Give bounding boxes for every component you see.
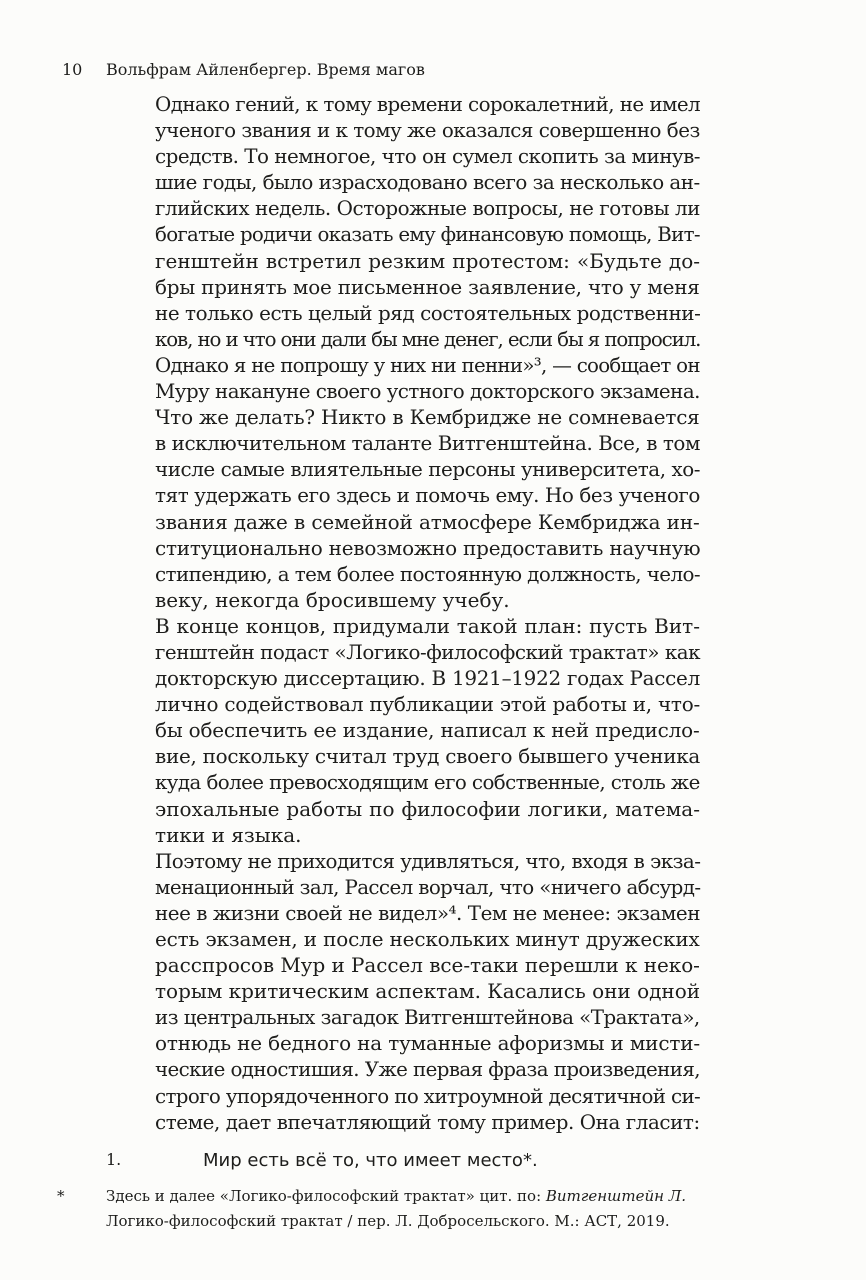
footnote-line-2: Логико-философский трактат / пер. Л. Добросельского. М.: АСТ, 2019. [106, 1212, 670, 1230]
text-line: стипендию, а тем более постоянную должность, чело- [155, 561, 701, 586]
quote-number: 1. [106, 1150, 122, 1169]
text-line: генштейн подаст «Логико-философский трактат» как [155, 639, 701, 664]
footnote-prefix: Здесь и далее «Логико-философский трактат» цит. по: [106, 1187, 546, 1205]
footnote-mark: * [57, 1187, 65, 1205]
page-number: 10 [62, 60, 83, 79]
text-line: строго упорядоченного по хитроумной десятичной си- [155, 1083, 701, 1108]
text-line: Поэтому не приходится удивляться, что, входя в экза- [155, 848, 701, 873]
text-line: стеме, дает впечатляющий тому пример. Она гласит: [155, 1109, 700, 1134]
text-line: бы обеспечить ее издание, написал к ней предисло- [155, 718, 700, 743]
text-line: шие годы, было израсходовано всего за несколько ан- [155, 170, 700, 195]
text-line: тят удержать его здесь и помочь ему. Но без ученого [155, 483, 700, 508]
text-line: числе самые влиятельные персоны университета, хо- [155, 457, 701, 482]
text-line: торым критическим аспектам. Касались они одной [155, 979, 701, 1004]
text-line: лично содействовал публикации этой работы и, что- [155, 692, 701, 717]
text-line: тики и языка. [155, 822, 302, 847]
text-line: В конце концов, придумали такой план: пусть Вит- [155, 613, 700, 638]
text-line: глийских недель. Осторожные вопросы, не готовы ли [155, 196, 700, 221]
running-title: Вольфрам Айленбергер. Время магов [106, 60, 425, 79]
text-line: Что же делать? Никто в Кембридже не сомневается [155, 405, 700, 430]
text-line: в исключительном таланте Витгенштейна. Все, в том [155, 431, 701, 456]
text-line: звания даже в семейной атмосфере Кембриджа ин- [155, 509, 700, 534]
text-line: генштейн встретил резким протестом: «Будьте до- [155, 248, 700, 273]
page-header [0, 60, 866, 84]
text-line: веку, некогда бросившему учебу. [155, 587, 510, 612]
tractatus-quote [0, 1150, 866, 1178]
quote-text: Мир есть всё то, что имеет место*. [203, 1150, 538, 1171]
text-line: Однако гений, к тому времени сорокалетний, не имел [155, 92, 701, 116]
text-line: докторскую диссертацию. В 1921–1922 годах Рассел [155, 666, 700, 691]
text-line: Муру накануне своего устного докторского экзамена. [155, 379, 700, 404]
text-line: эпохальные работы по философии логики, матема- [155, 796, 700, 821]
text-line: ков, но и что они дали бы мне денег, если бы я попросил. [155, 326, 701, 351]
text-line: есть экзамен, и после нескольких минут дружеских [155, 927, 700, 951]
text-line: ученого звания и к тому же оказался совершенно без [155, 118, 700, 143]
text-line: бры принять мое письменное заявление, что у меня [155, 274, 700, 299]
text-line: вие, поскольку считал труд своего бывшего ученика [155, 744, 701, 769]
text-line: менационный зал, Рассел ворчал, что «ничего абсурд- [155, 874, 701, 899]
text-line: средств. То немногое, что он сумел скопить за минув- [155, 144, 700, 169]
text-line: из центральных загадок Витгенштейнова «Трактата», [155, 1005, 700, 1030]
text-line: ческие одностишия. Уже первая фраза произведения, [155, 1057, 700, 1082]
text-line: богатые родичи оказать ему финансовую помощь, Вит- [155, 222, 700, 247]
text-line: не только есть целый ряд состоятельных родственни- [155, 300, 701, 325]
footnote-author: Витгенштейн Л. [545, 1187, 687, 1205]
text-line: отнюдь не бедного на туманные афоризмы и мисти- [155, 1031, 700, 1056]
text-line: куда более превосходящим его собственные, столь же [155, 770, 700, 795]
body-text [155, 91, 700, 1135]
text-line: Однако я не попрошу у них ни пенни»³, — сообщает он [155, 352, 700, 377]
text-line: ституционально невозможно предоставить научную [155, 535, 701, 560]
text-line: нее в жизни своей не видел»⁴. Тем не менее: экзамен [155, 900, 700, 925]
text-line: расспросов Мур и Рассел все-таки перешли к неко- [155, 953, 700, 978]
footnote-line-1 [106, 1184, 706, 1209]
